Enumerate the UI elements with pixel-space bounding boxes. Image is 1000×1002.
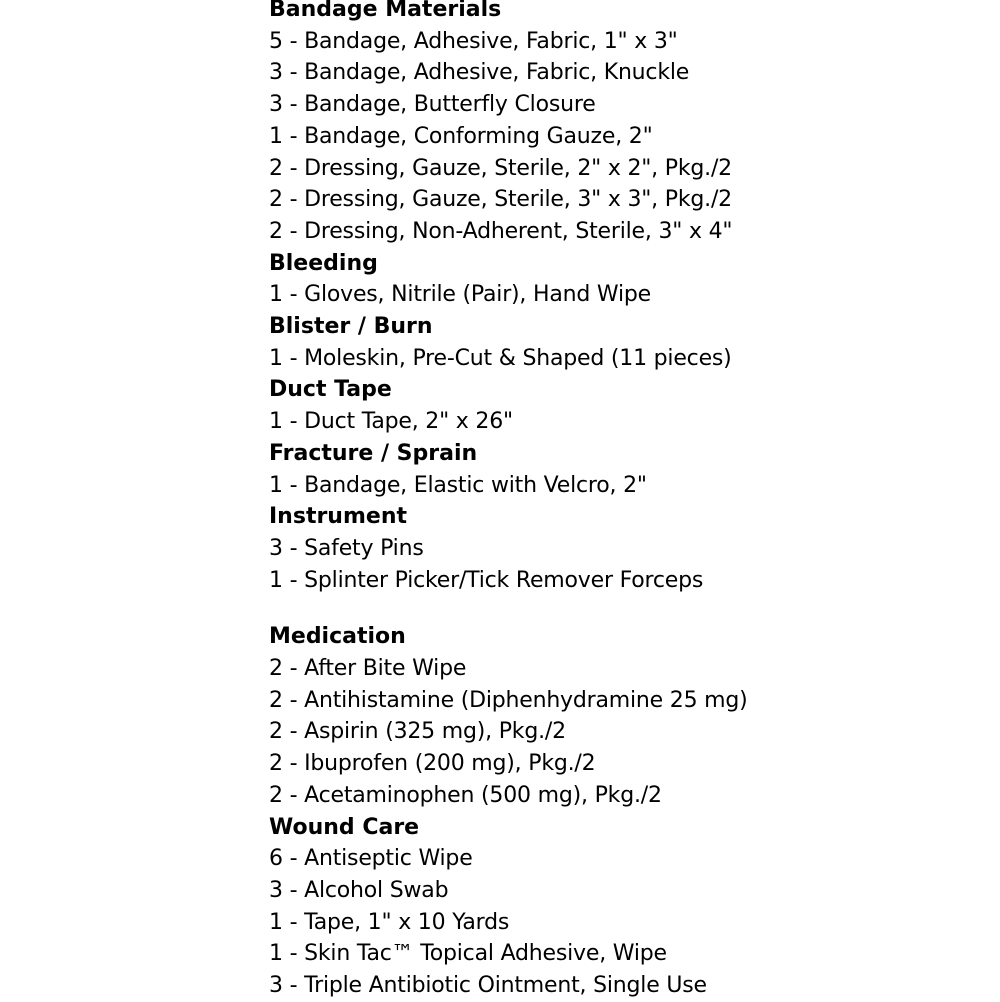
section-medication [269,621,989,811]
list-item: 1 - Gloves, Nitrile (Pair), Hand Wipe [269,282,652,308]
list-item: 2 - Antihistamine (Diphenhydramine 25 mg) [269,687,748,713]
list-item: 1 - Moleskin, Pre-Cut & Shaped (11 pieces) [269,345,732,371]
section-instrument [269,501,989,596]
list-item: 3 - Bandage, Butterfly Closure [269,92,596,118]
kit-contents-list [269,0,989,1002]
section-title: Instrument [269,504,407,530]
section-title: Bleeding [269,250,378,276]
list-item: 2 - After Bite Wipe [269,656,467,682]
list-item: 3 - Bandage, Adhesive, Fabric, Knuckle [269,60,690,86]
section-duct-tape [269,374,989,437]
section-title: Medication [269,624,406,650]
list-item: 2 - Dressing, Gauze, Sterile, 2" x 2", Pkg./2 [269,155,732,181]
list-item: 5 - Bandage, Adhesive, Fabric, 1" x 3" [269,28,678,54]
section-title: Fracture / Sprain [269,440,478,466]
section-title: Bandage Materials [269,0,502,22]
section-title: Duct Tape [269,377,392,403]
list-item: 1 - Bandage, Elastic with Velcro, 2" [269,472,647,498]
section-title: Wound Care [269,814,420,840]
list-item: 6 - Antiseptic Wipe [269,846,473,872]
list-item: 2 - Ibuprofen (200 mg), Pkg./2 [269,751,596,777]
section-gap [269,596,989,621]
section-bleeding [269,248,989,311]
list-item: 3 - Triple Antibiotic Ointment, Single Use [269,973,707,999]
list-item: 1 - Splinter Picker/Tick Remover Forceps [269,567,704,593]
section-title: Blister / Burn [269,314,433,340]
list-item: 2 - Aspirin (325 mg), Pkg./2 [269,719,566,745]
section-wound-care [269,812,989,1002]
list-item: 1 - Bandage, Conforming Gauze, 2" [269,123,653,149]
list-item: 2 - Acetaminophen (500 mg), Pkg./2 [269,782,662,808]
list-item: 2 - Dressing, Gauze, Sterile, 3" x 3", Pkg./2 [269,187,732,213]
section-fracture-sprain [269,438,989,501]
list-item: 1 - Skin Tac™ Topical Adhesive, Wipe [269,941,667,967]
section-bandage-materials [269,0,989,248]
list-item: 1 - Duct Tape, 2" x 26" [269,409,513,435]
list-item: 3 - Safety Pins [269,535,424,561]
list-item: 3 - Alcohol Swab [269,877,449,903]
list-item: 1 - Tape, 1" x 10 Yards [269,909,510,935]
list-item: 2 - Dressing, Non-Adherent, Sterile, 3" x 4" [269,218,733,244]
section-blister-burn [269,311,989,374]
